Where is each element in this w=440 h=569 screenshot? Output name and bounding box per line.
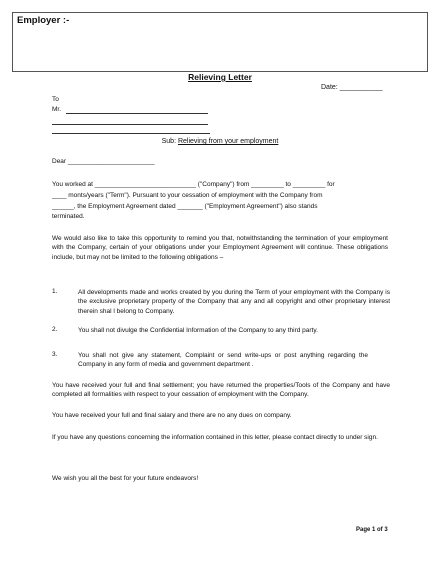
item-2-text: You shall not divulge the Confidential Information of the Company to any third party. — [78, 327, 318, 334]
address-line-2 — [52, 124, 208, 125]
item-2-number: 2. — [52, 326, 58, 333]
subject-line — [0, 138, 440, 145]
page-number: Page 1 of 3 — [356, 527, 388, 533]
questions-paragraph: If you have any questions concerning the information contained in this letter, please contact directly to under sign. — [52, 434, 378, 441]
address-line-1 — [66, 113, 208, 114]
item-3-text: You shall not give any statement, Complaint or send write-ups or post anything regarding the Company in any form of media and government department . — [78, 352, 368, 369]
employer-label: Employer :- — [17, 15, 70, 26]
worked-line-1: You worked at ____________________________ ("Company") from _________ to _________ for — [52, 181, 335, 188]
item-1-number: 1. — [52, 288, 58, 295]
salutation: Dear ________________________ — [52, 158, 155, 165]
item-3-number: 3. — [52, 351, 58, 358]
address-line-3 — [52, 133, 210, 134]
salary-paragraph: You have received your full and final salary and there are no any dues on company. — [52, 412, 292, 419]
mr-label: Mr. — [52, 106, 62, 113]
to-label: To — [52, 96, 59, 103]
settlement-paragraph: You have received your full and final settlement; you have returned the properties/Tools of the Company and have completed all formalities with respect to your cessation of employment with the Company. — [52, 382, 390, 399]
subject-prefix: Sub: — [161, 138, 178, 145]
date-field: Date: ___________ — [321, 84, 383, 91]
worked-line-2: ____ monts/years ("Term"). Pursuant to your cessation of employment with the Company from — [52, 192, 323, 199]
letter-title: Relieving Letter — [188, 72, 252, 82]
worked-line-3: ______, the Employment Agreement dated _______ ("Employment Agreement") also stands — [52, 203, 318, 210]
reminder-paragraph: We would also like to take this opportunity to remind you that, notwithstanding the termination of your employment with the Company, certain of your obligations under your Employment Agreement will continue. These obligations include, but may not be limited to the following obligations – — [52, 235, 388, 261]
employer-box — [12, 12, 428, 72]
worked-line-4: terminated. — [52, 213, 85, 220]
subject-text: Relieving from your employment — [177, 138, 279, 145]
item-1-text: All developments made and works created by you during the Term of your employment with the Company is the exclusive proprietary property of the Company that any and all copyright and other proprietary interest therein shal l belong to Company. — [78, 289, 390, 315]
closing-wishes: We wish you all the best for your future endeavors! — [52, 475, 199, 482]
